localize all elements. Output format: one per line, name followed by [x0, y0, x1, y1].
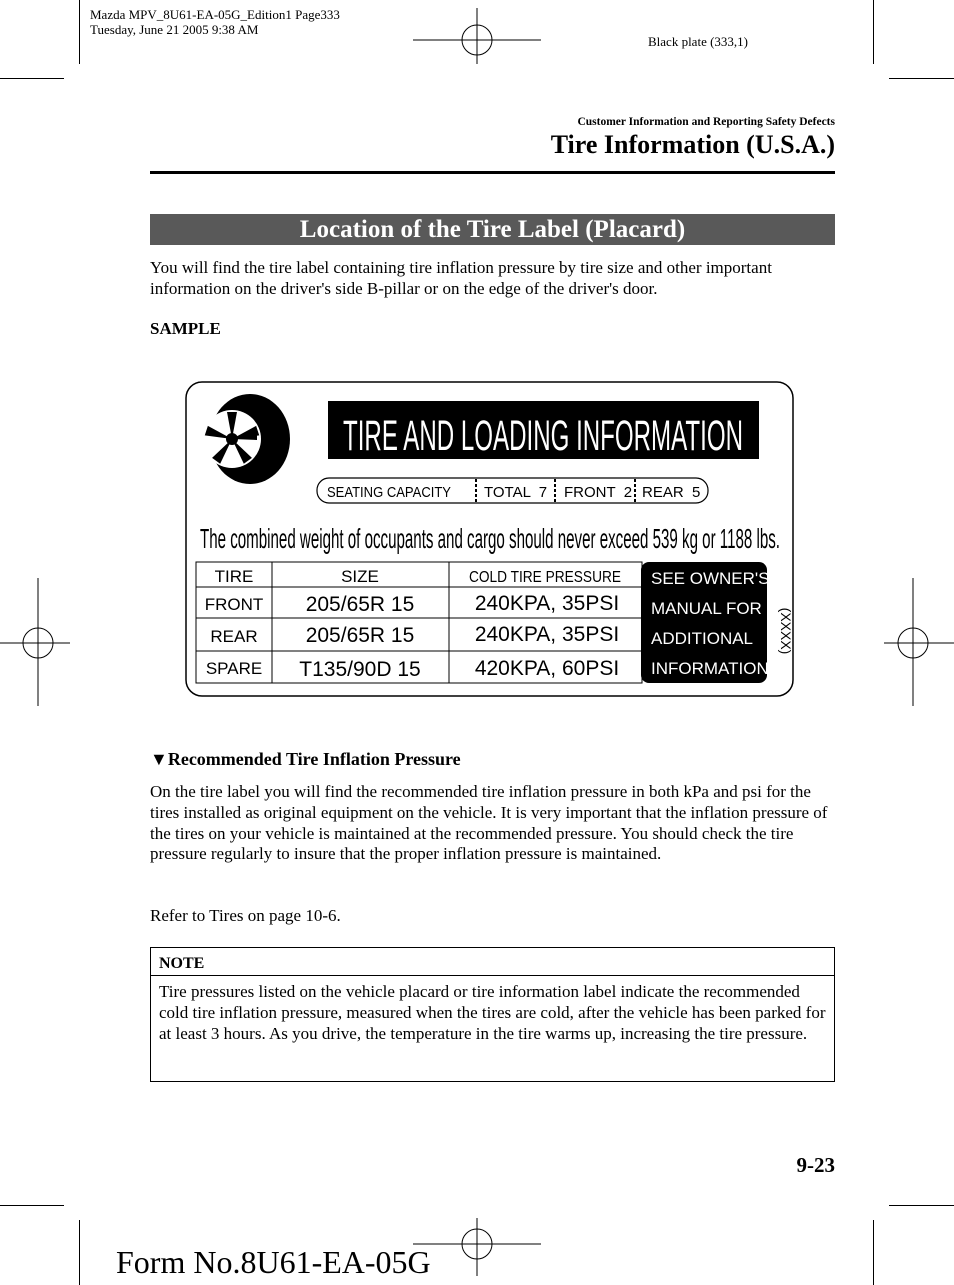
subsection-title: Recommended Tire Inflation Pressure	[167, 749, 461, 769]
table-header-tire: TIRE	[214, 567, 254, 586]
title-rule	[150, 171, 835, 174]
seating-total: TOTAL 7	[484, 484, 548, 501]
row-spare-size: T135/90D 15	[299, 658, 421, 681]
section-heading: Location of the Tire Label (Placard)	[150, 214, 835, 245]
tire-placard	[180, 378, 800, 703]
refer-line: Refer to Tires on page 10-6.	[150, 906, 341, 925]
owner-manual-line-3: ADDITIONAL	[651, 629, 754, 648]
owner-manual-line-4: INFORMATION	[651, 659, 769, 678]
weight-statement: The combined weight of occupants and cargo should never exceed 539 kg or 1188 lbs.	[200, 523, 780, 554]
row-spare-tire: SPARE	[205, 659, 263, 678]
plate-info: Black plate (333,1)	[648, 34, 748, 49]
triangle-marker-icon: ▼	[150, 749, 168, 769]
page-number: 9-23	[796, 1153, 835, 1177]
sample-label: SAMPLE	[150, 319, 221, 338]
note-box	[150, 947, 835, 1082]
row-spare-pressure: 420KPA, 60PSI	[474, 657, 620, 680]
row-rear-size: 205/65R 15	[305, 624, 415, 647]
seating-rear: REAR 5	[642, 484, 701, 501]
note-text: Tire pressures listed on the vehicle placard or tire information label indicate the recommended cold tire inflation pressure, measured when the tires are cold, after the vehicle has been parked for at least 3 hours. As you drive, the temperature in the tire warms up, increasing the tire pressure.	[159, 982, 826, 1043]
file-info	[90, 7, 340, 37]
date-line: Tuesday, June 21 2005 9:38 AM	[90, 22, 259, 37]
section-label: Customer Information and Reporting Safety Defects	[577, 116, 835, 128]
table-header-size: SIZE	[341, 567, 379, 586]
row-front-pressure: 240KPA, 35PSI	[474, 592, 620, 615]
row-rear-pressure: 240KPA, 35PSI	[474, 623, 620, 646]
owner-manual-line-1: SEE OWNER'S	[651, 569, 770, 588]
row-front-tire: FRONT	[204, 595, 264, 614]
note-label: NOTE	[151, 948, 834, 976]
owner-manual-line-2: MANUAL FOR	[651, 599, 762, 618]
subsection-heading	[150, 749, 461, 770]
inflation-paragraph: On the tire label you will find the recommended tire inflation pressure in both kPa and psi for the tires installed as original equipment on the vehicle. It is very important that the inflation pressure of the tires on your vehicle is maintained at the recommended pressure. You should check the tire pressure regularly to insure that the proper inflation pressure is maintained.	[150, 782, 828, 864]
form-number: Form No.8U61-EA-05G	[116, 1244, 431, 1280]
placard-code: (XXXX)	[778, 607, 794, 655]
file-line: Mazda MPV_8U61-EA-05G_Edition1 Page333	[90, 7, 340, 22]
row-front-size: 205/65R 15	[305, 593, 415, 616]
seating-capacity-label: SEATING CAPACITY	[327, 484, 451, 501]
row-rear-tire: REAR	[210, 627, 258, 646]
table-header-pressure: COLD TIRE PRESSURE	[469, 569, 621, 586]
placard-title: TIRE AND LOADING INFORMATION	[343, 412, 743, 460]
page-title: Tire Information (U.S.A.)	[550, 130, 835, 159]
seating-front: FRONT 2	[564, 484, 633, 501]
intro-paragraph: You will find the tire label containing tire inflation pressure by tire size and other important information on the driver's side B-pillar or on the edge of the driver's door.	[150, 258, 772, 298]
